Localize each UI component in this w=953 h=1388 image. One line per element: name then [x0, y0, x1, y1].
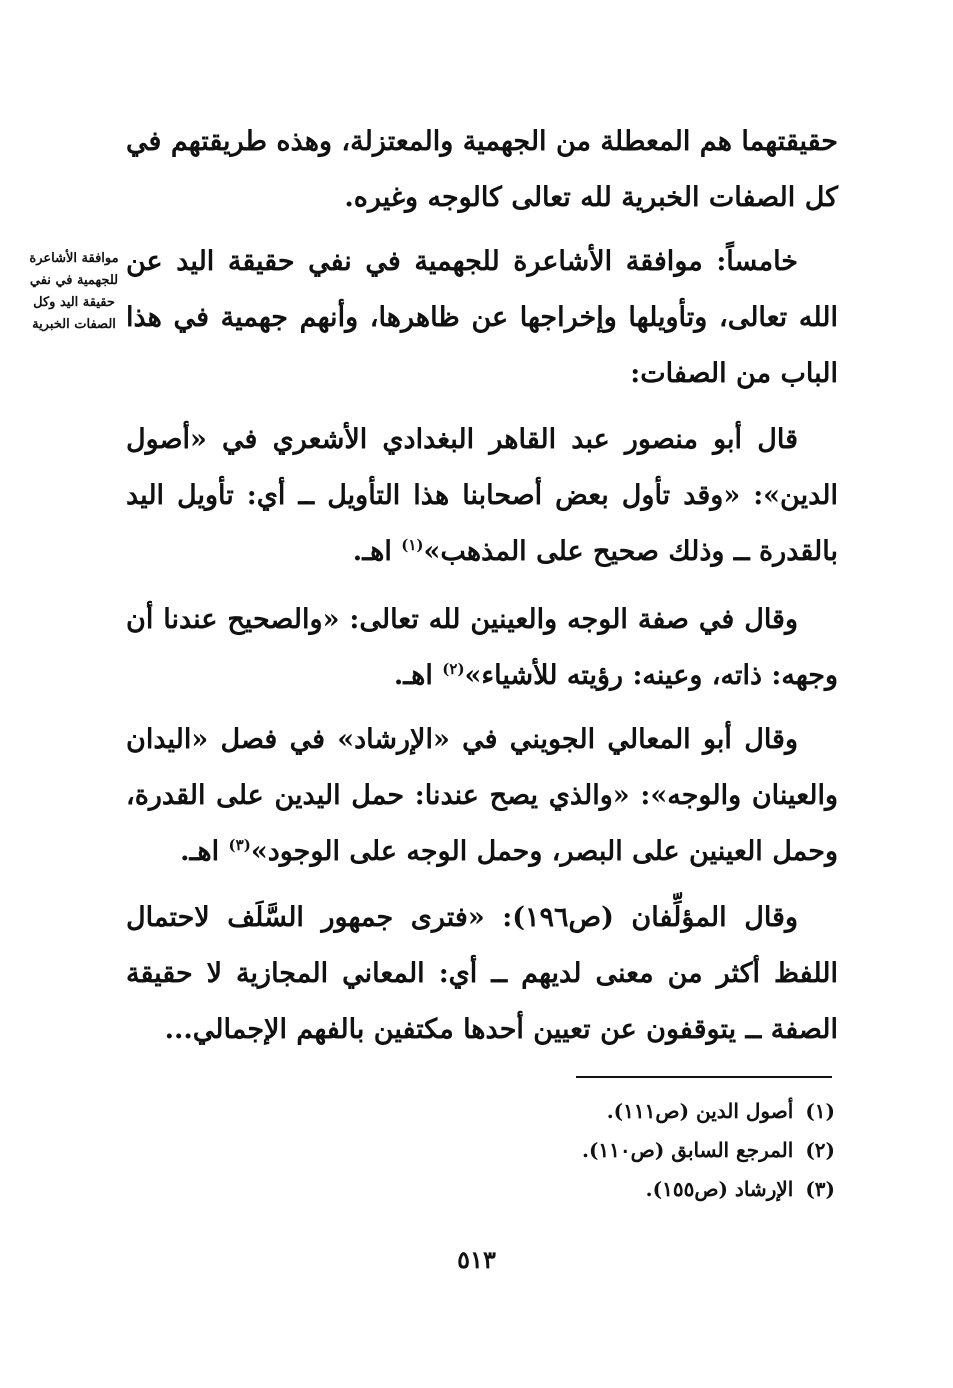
footnote-item [582, 1170, 835, 1209]
paragraph-end: اهـ. [393, 660, 443, 691]
section-heading: خامساً: [716, 246, 798, 277]
footnote-text: أصول الدين (ص١١١). [606, 1099, 794, 1123]
paragraph-face-eyes [126, 592, 838, 704]
paragraph-text: موافقة الأشاعرة للجهمية في نفي حقيقة اليد عن الله تعالى، وتأويلها وإخراجها عن ظاهرها، وأنهم جهمية في هذا الباب من الصفات: [126, 246, 838, 389]
margin-note-line: حقيقة اليد وكل [33, 295, 115, 310]
paragraph-text: وقال في صفة الوجه والعينين لله تعالى: «والصحيح عندنا أن وجهه: ذاته، وعينه: رؤيته للأشياء» [126, 604, 838, 691]
page-number: ٥١٣ [457, 1245, 496, 1274]
footnote-text: الإرشاد (ص١٥٥). [645, 1177, 794, 1201]
paragraph-intro [126, 114, 838, 226]
paragraph-authors-quote [126, 890, 838, 1058]
footnote-reference: (٣) [228, 836, 251, 854]
footnote-reference: (٢) [442, 660, 465, 678]
margin-note-line: موافقة الأشاعرة [29, 251, 119, 266]
paragraph-text: وقال المؤلِّفان (ص١٩٦): «فترى جمهور السَّلَف لاحتمال اللفظ أكثر من معنى لديهم ــ أي: المعاني المجازية لا حقيقة الصفة ــ يتوقفون عن تعيين أحدها مكتفين بالفهم الإجمالي... [126, 902, 838, 1045]
paragraph-text: وقال أبو المعالي الجويني في «الإرشاد» في فصل «اليدان والعينان والوجه»: «والذي يصح عندنا: حمل اليدين على القدرة، وحمل العينين على البصر، وحمل الوجه على الوجود» [126, 724, 838, 867]
paragraph-end: اهـ. [352, 536, 402, 567]
footnote-divider [576, 1076, 832, 1078]
paragraph-fifth-point [126, 234, 838, 402]
paragraph-text: حقيقتهما هم المعطلة من الجهمية والمعتزلة، وهذه طريقتهم في كل الصفات الخبرية لله تعالى كالوجه وغيره. [126, 126, 838, 213]
footnote-reference: (١) [401, 536, 424, 554]
footnote-item [582, 1092, 835, 1131]
margin-note [18, 248, 130, 336]
paragraph-end: اهـ. [180, 836, 229, 867]
footnote-number: (٣) [805, 1177, 835, 1201]
footnote-item [582, 1131, 835, 1170]
paragraph-baghdadi-quote [126, 412, 838, 580]
margin-note-line: للجهمية في نفي [29, 273, 119, 288]
footnote-text: المرجع السابق (ص١١٠). [581, 1138, 794, 1162]
footnote-number: (١) [805, 1099, 835, 1123]
margin-note-line: الصفات الخبرية [32, 317, 116, 332]
footnotes-list [582, 1092, 835, 1209]
paragraph-text: قال أبو منصور عبد القاهر البغدادي الأشعري في «أصول الدين»: «وقد تأول بعض أصحابنا هذا التأويل ــ أي: تأويل اليد بالقدرة ــ وذلك صحيح على المذهب» [126, 424, 838, 567]
footnote-number: (٢) [805, 1138, 835, 1162]
paragraph-juwayni-quote [126, 712, 838, 880]
